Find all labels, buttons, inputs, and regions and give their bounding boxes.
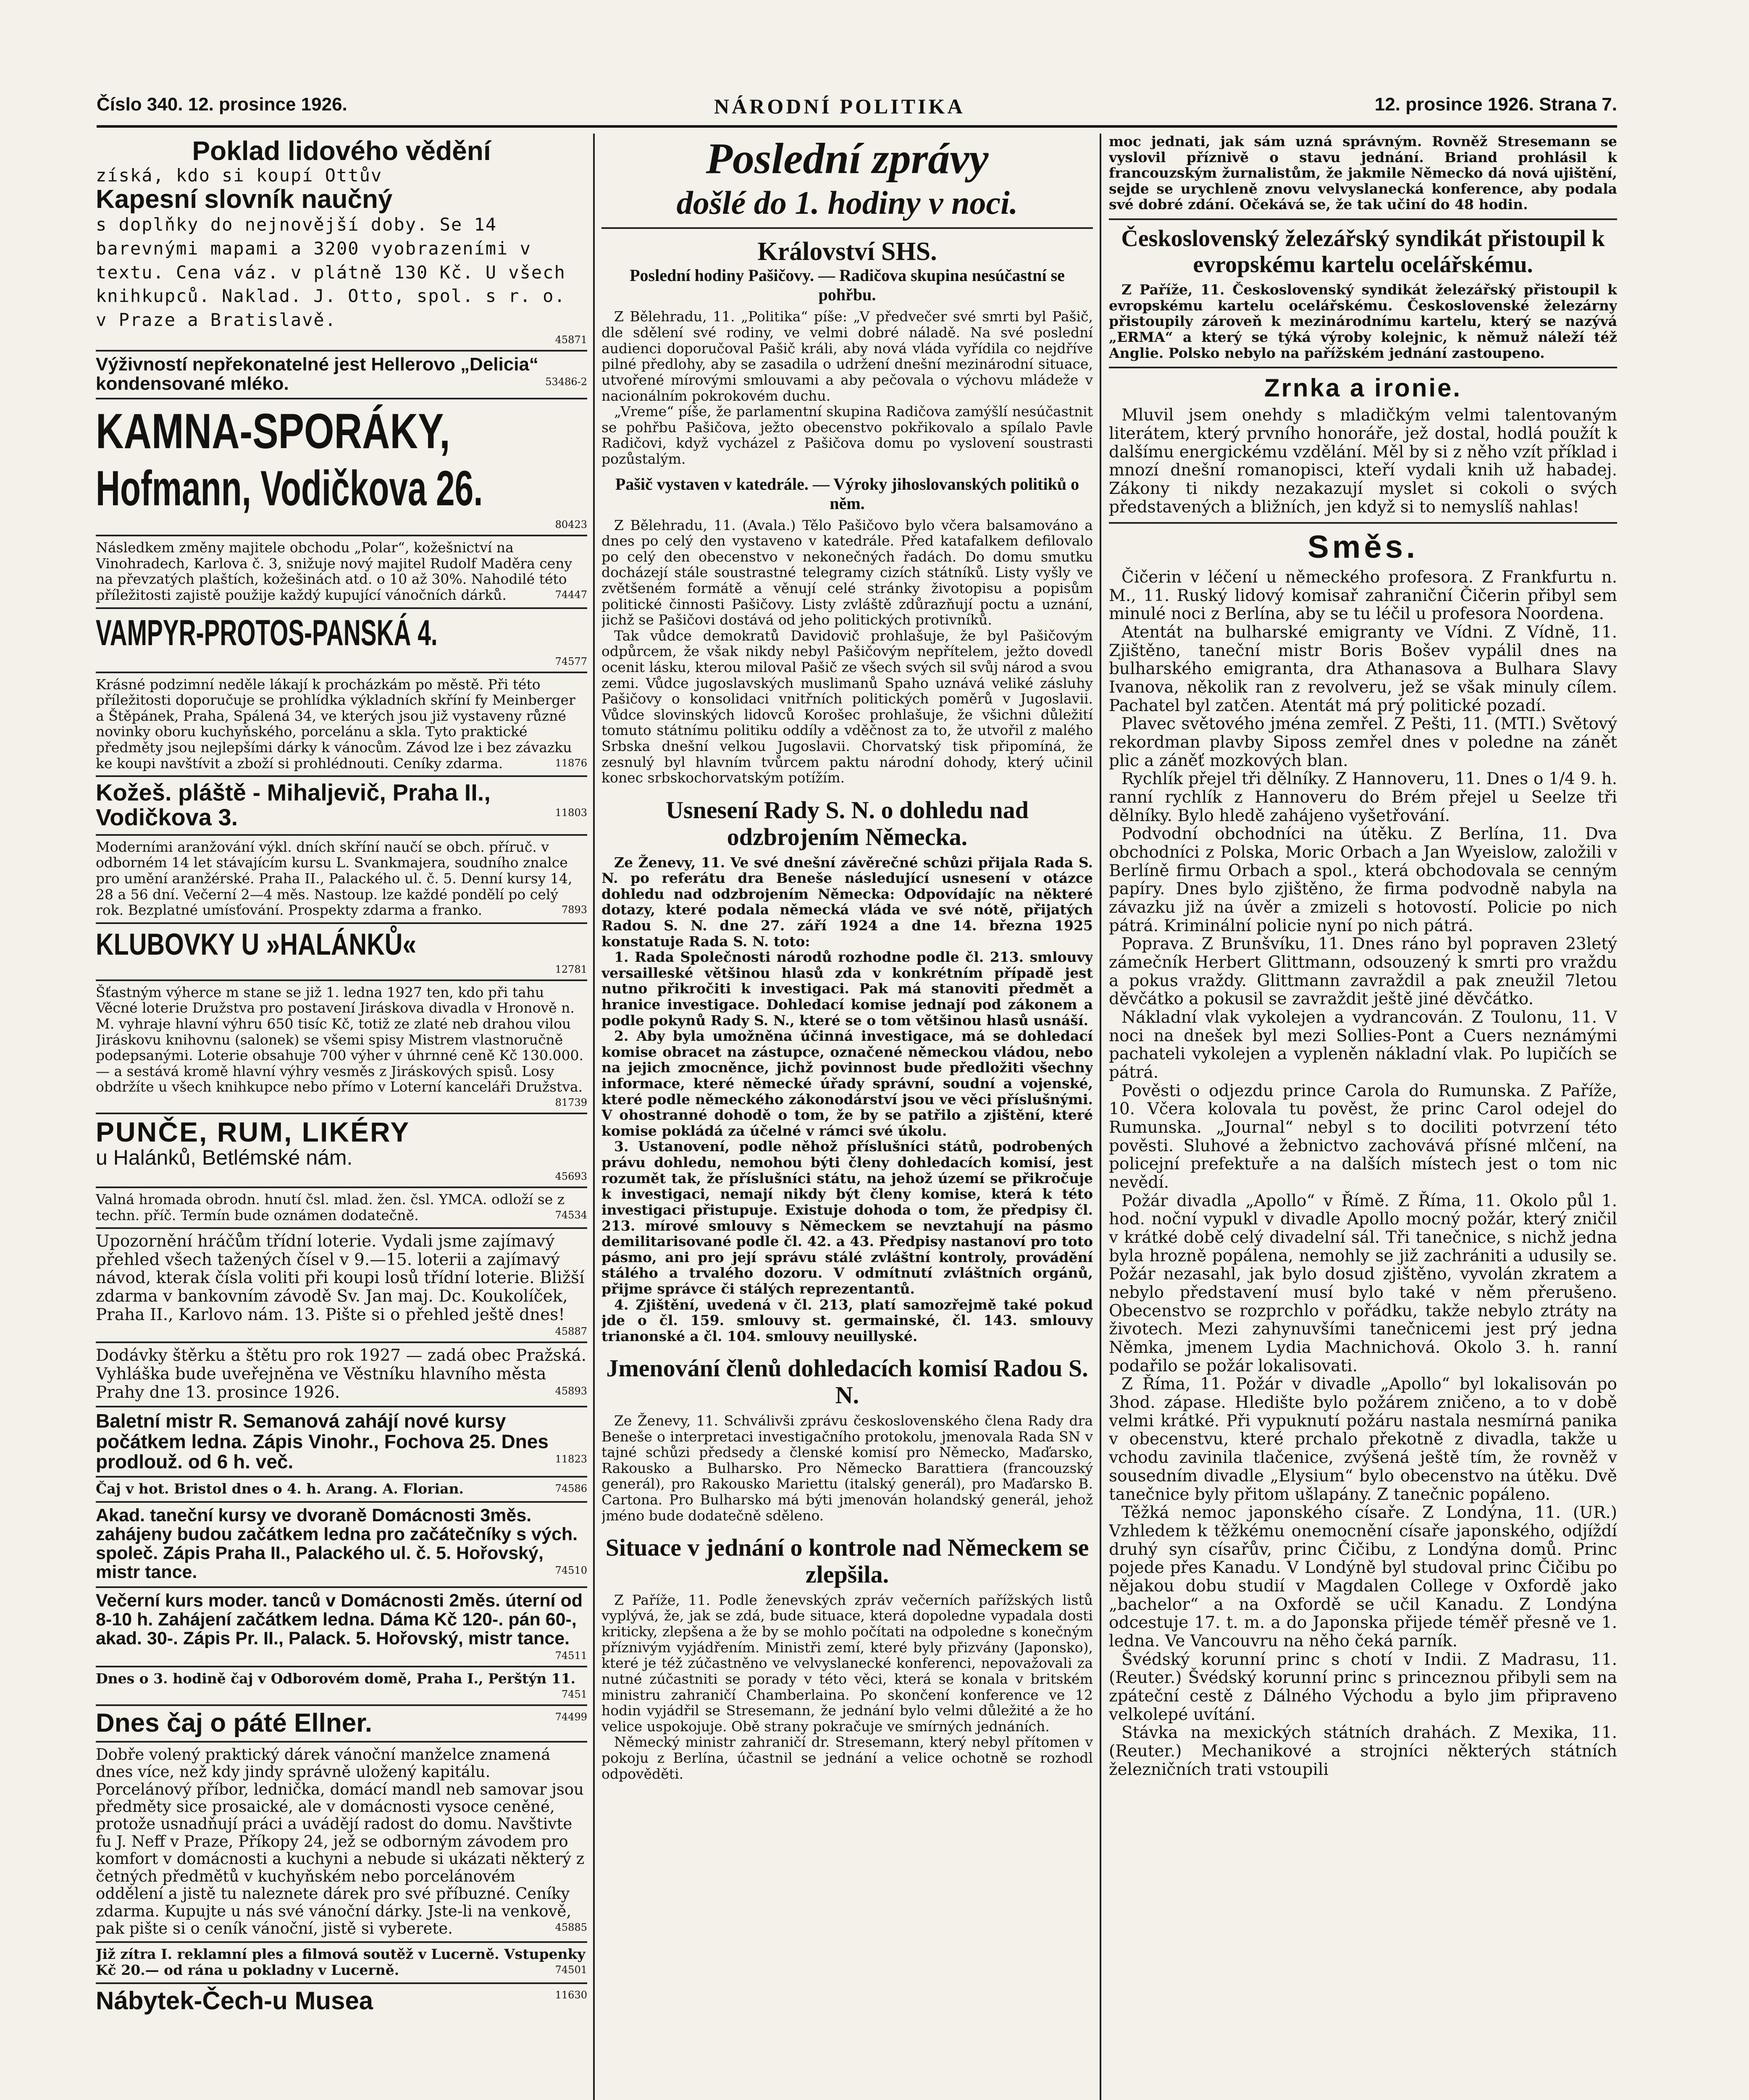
news-item: Stávka na mexických státních drahách. Z Mexika, 11. (Reuter.) Mechanikové a strojníci některých státních železničních trati vstoupili [1109, 1723, 1617, 1779]
ad-text: Akad. taneční kursy ve dvoraně Domácnosti 3měs. zahájeny budou začátkem ledna pro začátečníky s vých. společ. Zápis Praha II., Palackého ul. č. 5. Hořovský, mistr tance. [96, 1505, 578, 1583]
ad-text: získá, kdo si koupí Ottův [96, 165, 383, 186]
ad-text: Již zítra I. reklamní ples a filmová soutěž v Lucerně. Vstupenky Kč 20.— od rána u pokladny v Lucerně. [96, 1946, 586, 1979]
ad-text: Valná hromada obrodn. hnutí čsl. mlad. žen. čsl. YMCA. odloží se z techn. příč. Termín bude oznámen dodatečně. [96, 1191, 565, 1223]
ad-text: Baletní mistr R. Semanová zahájí nové kursy počátkem ledna. Zápis Vinohr., Fochova 25. Dnes prodlouž. od 6 h. več. [96, 1410, 549, 1473]
ad-title: VAMPYR-PROTOS-PANSKÁ 4. [96, 612, 438, 653]
article-paragraph: Z Bělehradu, 11. (Avala.) Tělo Pašičovo bylo včera balsamováno a dnes po celý den vystaveno v katedrále. Před katafalkem defilovalo po celý den obecenstvo v nekonečných řadách. Do domu smutku docházejí stále soustrastné telegramy cizích státníků. Listy vyšly ve zvětšeném formátě a věnují celé stránky životopisu a popisům politické činnosti Pašičovy. Listy zvláště zdůrazňují poctu a uznání, jichž se Pašičovi dostává od jeho politických protivníků. [601, 517, 1093, 628]
ad-number: 45885 [555, 1922, 587, 1934]
ad-evening-dance [96, 1588, 587, 1667]
ad-vampyr [96, 609, 587, 673]
ad-text: Čaj v hot. Bristol dnes o 4. h. Arang. A. Florian. [96, 1480, 464, 1497]
ad-number: 74499 [555, 1711, 587, 1723]
ad-window-dressing [96, 836, 587, 924]
ad-text: Večerní kurs moder. tanců v Domácnosti 2měs. úterní od 8-10 h. Zahájení začátkem ledna. Dáma Kč 120-. pán 60-, akad. 30-. Zápis Pr. II., Palack. 5. Hořovský, mistr tance. [96, 1590, 583, 1648]
ad-number: 45693 [555, 1170, 587, 1182]
column-miscellany [1109, 134, 1617, 2100]
article-paragraph: „Vreme“ píše, že parlamentní skupina Radičova zamýšlí nesúčastnit se pohřbu Pašičova, ježto obecenstvo pokřikovalo a spílalo Pavle Radičovi, když vycházel z Pašičova domu po vyslovení soustrasti pozůstalým. [601, 403, 1093, 467]
article-subheadline: Poslední hodiny Pašičovy. — Radičova skupina nesúčastní se pohřbu. [630, 266, 1065, 304]
article-paragraph: Z Paříže, 11. Podle ženevských zpráv večerních pařížských listů vyplývá, že, jak se zdá, bude situace, která dopoledne vypadala dosti kriticky, zlepšena a že by se mohlo počítati na odpoledne s konečným příznivým vyjádřením. Ministři zemí, které byly přizvány (Japonsko), které je též zúčastněno ve velvyslanecké konferenci, nepovažovali za nutné zúčastniti se porady v této věci, která se konala v britském ministru zahraničí Chamberlaina. Po skončení konference ve 12 hodin vyjádřil se Stresemann, že jednání bylo velmi důležité a že ho velice uspokojuje. Obě strany pokračuje ve smírných jednáních. [601, 1591, 1093, 1735]
ad-title: Poklad lidového vědění [192, 136, 491, 166]
ad-gravel-tender [96, 1343, 587, 1407]
ad-text: Dnes o 3. hodině čaj v Odborovém domě, Praha I., Perštýn 11. [96, 1670, 576, 1687]
ad-number: 74510 [555, 1564, 587, 1577]
ad-number: 80423 [555, 519, 587, 531]
ad-neff-gifts [96, 1743, 587, 1943]
news-item: Poprava. Z Brunšvíku, 11. Dnes ráno byl popraven 23letý zámečník Herbert Glittmann, odsouzený k smrti pro vraždu a pokus vraždy. Glittmann zavraždil a pak zneužil 7letou děvčátko a pokusil se zavraždit ještě jiné děvčátko. [1109, 934, 1617, 1009]
ad-title: Nábytek-Čech-u Musea [96, 1986, 373, 2015]
article-paragraph: Z Paříže, 11. Československý syndikát železářský přistoupil k evropskému kartelu ocelářskému. Československé železárny přistoupily zároveň k mezinárodnímu kartelu, který se nazývá „ERMA“ a který se týká výroby kolejnic, k němuž náleží též Anglie. Polsko nebylo na pařížském jednání zastoupeno. [1109, 281, 1617, 361]
ad-text: s doplňky do nejnovější doby. Se 14 barevnými mapami a 3200 vyobrazeními v textu. Cena váz. v plátně 130 Kč. U všech knihkupců. Naklad. J. Otto, spol. s r. o. v Praze a Bratislavě. [96, 214, 566, 331]
header-page-number: 12. prosince 1926. Strana 7. [1374, 94, 1617, 115]
ad-number: 45871 [555, 333, 587, 346]
page-header [97, 92, 1617, 128]
ad-number: 53486-2 [545, 375, 587, 388]
news-item: Podvodní obchodníci na útěku. Z Berlína, 11. Dva obchodníci z Polska, Moric Orbach a Jan Wyeislow, založili v Berlíně firmu Orbach a spol., která obchodovala se cenným papíry. Dnes bylo zjištěno, že firma podvodně nabyla na závazku již na úvěr a zmizeli s hotovostí. Policie po nich pátrá. Kriminální policie nyní po nich pátrá. [1109, 824, 1617, 935]
article-headline: Směs. [1308, 529, 1418, 565]
ad-ballet-semanova [96, 1407, 587, 1478]
ad-text: Upozornění hráčům třídní loterie. Vydali jsme zajímavý přehled všech tažených čísel v 9.—15. loterii a zajímavý návod, kterak čísla voliti při koupi losů třídní loterie. Bližší zdarma v bankovním závodě Sv. Jan maj. Dc. Koukolíček, Praha II., Karlovo nám. 13. Pište si o přehled ještě dnes! [96, 1232, 585, 1324]
ad-klubovky [96, 924, 587, 981]
ad-number: 11803 [555, 806, 587, 819]
ad-number: 11876 [555, 757, 587, 769]
article-paragraph: moc jednati, jak sám uzná správným. Rovněž Stresemann se vyslovil příznivě o stavu jednání. Briand prohlásil k francouzským žurnalistům, že jakmile Německo dá nová ujištění, sejde se urychleně znovu velvyslanecká konference, aby podala své dobré zdání. Očekává se, že tak učiní do 48 hodin. [1109, 134, 1617, 213]
ad-nabytek-cech [96, 1984, 587, 2018]
ad-number: 11823 [555, 1453, 587, 1465]
column-rule [1100, 134, 1101, 2100]
ad-lottery-notice [96, 1229, 587, 1343]
article-paragraph: Mluvil jsem onehdy s mladičkým velmi talentovaným literátem, který prvního honoráře, jež dostal, hodlá použít k dalšímu energickému vzdělání. Měl by si z něho vzít příklad i mnozí dnešní romanopisci, kteří vydali knih už habadej. Zákony ti nikdy nezakazují myslet si cokoli o svých představených a bližních, jen když si to nemyslíš nahlas! [1109, 406, 1617, 517]
news-item: Švédský korunní princ s chotí v Indii. Z Madrasu, 11. (Reuter.) Švédský korunní princ s princeznou přibyli sem na zpáteční cestě z Dálného Východu a bylo jim připraveno velkolepé uvítání. [1109, 1650, 1617, 1724]
news-item: Nákladní vlak vykolejen a vydrancován. Z Toulonu, 11. V noci na dnešek byl mezi Sollies-Pont a Cuers neznámými pachateli vykolejen a vypleněn nákladní vlak. Po lupičích se pátrá. [1109, 1008, 1617, 1082]
news-item: Čičerin v léčení u německého profesora. Z Frankfurtu n. M., 11. Ruský lidový komisař zahraniční Čičerin přibyl sem minulé noci z Berlína, aby se tu léčil u profesora Noordena. [1109, 567, 1617, 624]
ad-number: 7451 [561, 1688, 587, 1700]
article-paragraph: 3. Ustanovení, podle něhož příslušníci států, podrobených právu dohledu, nemohou býti členy dohledacích komisí, jest rozumět tak, že příslušníci státu, na jehož území se přikročuje k investigaci, nemají nikdy být členy komise, která k této investigaci přistupuje. Existuje dohoda o tom, že předpisy čl. 213. mírové smlouvy s Německem se nevztahují na pásmo demilitarisované podle čl. 42. a 43. Předpisy nastanoví pro toto pásmo, ani pro její správu stálé zvláštní kontroly, provádění stálého a trvalého dozoru. V odmítnutí zvláštních orgánů, přijme správce či stálých reprezentantů. [601, 1138, 1093, 1297]
ad-bristol-tea [96, 1478, 587, 1503]
section-title: Poslední zprávy [706, 134, 989, 183]
ad-number: 45887 [555, 1326, 587, 1338]
ad-meinberger [96, 673, 587, 777]
ad-number: 74447 [555, 588, 587, 601]
ad-punch-rum [96, 1114, 587, 1188]
ad-stoves-hofmann [96, 399, 587, 536]
column-ads [96, 134, 587, 2100]
ad-text: Výživností nepřekonatelné jest Hellerovo „Delicia“ kondensované mléko. [96, 354, 538, 394]
ad-title: Dnes čaj o páté Ellner. [96, 1708, 373, 1738]
article-headline: Království SHS. [757, 237, 937, 266]
article-headline: Jmenování členů dohledacích komisí Radou S. N. [606, 1354, 1088, 1409]
ad-otto-dictionary [96, 134, 587, 352]
ad-number: 74501 [555, 1964, 587, 1976]
article-paragraph: Ze Ženevy, 11. Schválivši zprávu československého člena Rady dra Beneše o interpretaci investigačního protokolu, jmenovala Rada SN v tajné schůzi předsedy a členské komisí pro Německo, Maďarsko, Rakousko a Bulharsko. Pro Německo Barattiera (francouzský generál), pro Rakousko Mariettu (italský generál), pro Maďarsko B. Cartona. Pro Bulharsko má býti jmenován holandský generál, jehož jméno bude dodatečně sděleno. [601, 1412, 1093, 1524]
ad-text: Krásné podzimní neděle lákají k procházkám po městě. Při této příležitosti doporučuje se prohlídka výkladních skříní fy Meinberger a Štěpánek, Praha, Spálená 34, ve kterých jsou již vystaveny různé novinky oboru kuchyňského, porcelánu a skla. Tyto praktické předměty jsou nejlepšími dárky k vánocům. Závod lze i bez závazku ke koupi navštívit a zboží si prohlédnouti. Ceníky zdarma. [96, 676, 575, 772]
ad-mihaljevic [96, 777, 587, 836]
column-latest-news [601, 134, 1093, 2100]
ad-title: PUNČE, RUM, LIKÉRY [96, 1116, 410, 1148]
header-masthead: NÁRODNÍ POLITIKA [714, 94, 965, 118]
article-subheadline: Pašič vystaven v katedrále. — Výroky jihoslovanských politiků o něm. [615, 474, 1079, 513]
news-item: Požár divadla „Apollo“ v Římě. Z Říma, 11. Okolo půl 1. hod. noční vypukl v divadle Apollo mocný požár, který zničil v krátké době celý divadelní sál. Tři tanečnice, s nichž jedna byla hrozně popálena, nemohly se již zachrániti a udusily se. Požár nezasahl, jak bylo dosud zjištěno, vyvolán zkratem a nebylo představení musí bylo také v něm přerušeno. Obecenstvo se rozprchlo v pořádku, takže nebylo ztráty na životech. Mezi zahynuvšími tanečnicemi jest prý jedna Němka, jmenem Lydia Machnichová. Okolo 3. h. ranní podařilo se požár lokalisovati. [1109, 1191, 1617, 1376]
ad-title: Kapesní slovník naučný [96, 185, 393, 214]
ad-ellner-tea [96, 1706, 587, 1743]
news-item: Pověsti o odjezdu prince Carola do Rumunska. Z Paříže, 10. Včera kolovala tu pověst, že princ Carol odejel do Rumunska. „Journal“ nebyl s to dociliti potvrzení této pověsti. Sluhové a žebnictvo zachovává přísné mlčení, na policejní prefektuře a na dalších místech jest o tom nic nevědí. [1109, 1081, 1617, 1192]
article-paragraph: 2. Aby byla umožněna účinná investigace, má se dohledací komise obracet na zástupce, označené německou vládou, nebo na jejich zmocněnce, jichž povinnost bude předložiti všechny informace, které německé úřady správní, soudní a vojenské, které podle německého zákonodárství jsou ve věci příslušnými. V ohostranné dohodě o tom, že by se patřilo a zjištění, které komise pokládá za účelné v rámci své úkolu. [601, 1028, 1093, 1139]
ad-number: 11630 [555, 1989, 587, 2001]
article-paragraph: 4. Zjištění, uvedená v čl. 213, platí samozřejmě také pokud jde o čl. 159. smlouvy st. germainské, čl. 143. smlouvy trianonské a čl. 104. smlouvy neuillyské. [601, 1296, 1093, 1344]
header-issue: Číslo 340. 12. prosince 1926. [97, 94, 347, 115]
article-headline: Zrnka a ironie. [1264, 374, 1462, 402]
ad-odborovy-dum [96, 1667, 587, 1706]
ad-dance-courses [96, 1503, 587, 1588]
ad-title: Hofmann, Vodičkova 26. [96, 461, 483, 517]
article-paragraph: Německý ministr zahraničí dr. Stresemann, který nebyl přítomen v pokoju z Berlína, účastnil se jednání a velice ochotně se rozhodl odpověděti. [601, 1734, 1093, 1782]
article-headline: Situace v jednání o kontrole nad Německem se zlepšila. [605, 1534, 1089, 1588]
column-rule [593, 134, 595, 2100]
ad-polar-furs [96, 536, 587, 609]
ad-text: u Halánků, Betlémské nám. [96, 1146, 353, 1170]
ad-text: Moderními aranžování výkl. dních skříní naučí se obch. příruč. v odborném 14 let stávajícím kursu L. Svankmajera, soudního znalce pro umění aranžérské. Praha II., Palackého ul. č. 5. Denní kursy 14, 28 a 56 dní. Večerní 2—4 měs. Nastoup. lze každé pondělí po celý rok. Bezplatné umísťování. Prospekty zdarma a franko. [96, 838, 572, 919]
ad-text: Dobře volený praktický dárek vánoční manželce znamená dnes více, než kdy jindy správně uložený kapitálu. Porcelánový příbor, lednička, domácí mandl neb samovar jsou předměty sice prosaické, ale v domácnosti vysoce ceněné, protože usnadňují práci a uvádějí radost do domu. Navštivte fu J. Neff v Praze, Příkopy 24, jež se odborným závodem pro komfort v domácnosti a kuchyni a nebude si ukázati některý z četných předmětů v kuchyňském nebo porcelánovém oddělení a jistě tu naleznete dárek pro své příbuzné. Ceníky zdarma. Kupujte u nás své vánoční dárky. Jste-li na venkově, pak pište si o ceník vánoční, jistě si vyberete. [96, 1745, 585, 1938]
ad-ymca [96, 1188, 587, 1229]
ad-lucerna-ball [96, 1943, 587, 1984]
section-subtitle: došlé do 1. hodiny v noci. [676, 184, 1018, 221]
news-item: Těžká nemoc japonského císaře. Z Londýna, 11. (UR.) Vzhledem k těžkému onemocnění císaře japonského, odjíždí druhý syn císařův, princ Čičibu, z Londýna domů. Princ pojede přes Kanadu. V Londýně byl studoval princ Čičibu po nějakou dobu studií v Magdalen College v Oxfordě jako „bachelor“ a na Oxfordě se učil Kanadu. Z Londýna odcestuje 17. t. m. a do Japonska přijede téměř přesně ve 1. ledna. Ve Vancouvru na něho čeká parník. [1109, 1503, 1617, 1651]
ad-number: 74511 [555, 1649, 587, 1662]
ad-title: Kožeš. pláště - Mihaljevič, Praha II., Vodičkova 3. [96, 779, 491, 830]
ad-number: 74534 [555, 1209, 587, 1221]
ad-title: KAMNA-SPORÁKY, [96, 404, 450, 459]
article-headline: Československý železářský syndikát přistoupil k evropskému kartelu ocelářskému. [1121, 226, 1605, 278]
ad-text: Dodávky štěrku a štětu pro rok 1927 — zadá obec Pražská. Vyhláška bude uveřejněna ve Věstníku hlavního města Prahy dne 13. prosince 1926. [96, 1346, 587, 1402]
article-paragraph: 1. Rada Společnosti národů rozhodne podle čl. 213. smlouvy versailleské většinou hlasů zda v konkrétním případě jest nutno přikročiti k investigaci. Pak má stanoviti předmět a hranice investigace. Dohledací komise jednají pod zákonem a podle pokynů Rady S. N., které se o tom většinou hlasů usnáší. [601, 949, 1093, 1029]
ad-jirasek-lottery [96, 981, 587, 1114]
ad-number: 74577 [555, 655, 587, 667]
ad-number: 12781 [555, 963, 587, 975]
ad-text: Šťastným výherce m stane se již 1. ledna 1927 ten, kdo při tahu Věcné loterie Družstva pro postavení Jiráskova divadla v Hronově n. M. vyhraje hlavní výhru 650 tisíc Kč, totiž ze zlaté neb drahou vilou Jiráskovu knihovnu (salonek) se všemi spisy Mistrem vlastnoručně podepsanými. Loterie obsahuje 700 výher v úhrnné ceně Kč 130.000.— a sestává kromě hlavní výhry vesměs z Jiráskových spisů. Losy obdržíte u všech knihkupce nebo přímo v Loterní kanceláři Družstva. [96, 984, 583, 1095]
news-item: Atentát na bulharské emigranty ve Vídni. Z Vídně, 11. Zjištěno, taneční mistr Boris Bošev vypálil dnes na bulharského emigranta, dra Athanasova a Bulhara Slavy Ivanova, několik ran z revolveru, jež se však minuly cílem. Pachatel byl zatčen. Atentát má prý politické pozadí. [1109, 622, 1617, 715]
ad-number: 45893 [555, 1385, 587, 1397]
ad-number: 81739 [555, 1097, 587, 1109]
ad-title: KLUBOVKY U »HALÁNKŮ« [96, 927, 417, 961]
ad-text: Následkem změny majitele obchodu „Polar“, kožešnictví na Vinohradech, Karlova č. 3, snižuje nový majitel Rudolf Maděra ceny na převzatých plaštích, kožešinách atd. o 10 až 30%. Nahodilé této příležitosti zajistě použije každý kupující vánočních dárků. [96, 539, 572, 603]
ad-delicia-milk [96, 352, 587, 399]
article-paragraph: Tak vůdce demokratů Davidovič prohlašuje, že byl Pašičovým odpůrcem, že však nikdy nebyl Pašičovým nepřítelem, ježto dovedl ocenit lásku, kterou miloval Pašič ze všech svých sil svůj národ a svou zemi. Vůdce jugoslavských muslimanů Spaho uznává veliké zásluhy Pašičovy o konsolidaci vnitřních politických poměrů v Jugoslavii. Vůdce slovinských lidovců Korošec prohlašuje, že všichni důležití tomuto státnímu politiku oddíly a vděčnost za to, že utvořil z malého Srbska dnešní velkou Jugoslavii. Chorvatský tisk připomíná, že zesnulý byl hlavním tvůrcem paktu národní dohody, který učinil konec srbskochorvatským potížím. [601, 627, 1093, 786]
news-item: Plavec světového jména zemřel. Z Pešti, 11. (MTI.) Světový rekordman plavby Siposs zemřel dnes v poledne na zánět plic a záněť mozkových blan. [1109, 714, 1617, 770]
article-paragraph: Z Bělehradu, 11. „Politika“ píše: „V předvečer své smrti byl Pašič, dle sdělení své rodiny, ve velmi dobré náladě. Na své poslední audienci doporučoval Pašič králi, aby nová vláda vyřídila co nejdříve pilné předlohy, aby se zasadila o udržení dnešní mezinárodní situace, utvořené mírovými smlouvami a aby pečovala o výchovu mládeže v nacionálním pokrokovém duchu. [601, 308, 1093, 404]
news-item: Rychlík přejel tři dělníky. Z Hannoveru, 11. Dnes o 1/4 9. h. ranní rychlík z Hannoveru do Brém přejel u Seelze tři dělníky. Bylo hledě zahájeno vyšetřování. [1109, 769, 1617, 825]
article-paragraph: Ze Ženevy, 11. Ve své dnešní závěrečné schůzi přijala Rada S. N. po referátu dra Beneše následující usnesení v otázce dohledu nad odzbrojením Německa: Odpovídajíc na některé dotazy, které podala německá vláda ve své nótě, přijatých Radou S. N. dne 27. září 1924 a dne 14. března 1925 konstatuje Rada S. N. toto: [601, 854, 1093, 950]
ad-number: 74586 [555, 1483, 587, 1495]
article-headline: Usnesení Rady S. N. o dohledu nad odzbrojením Německa. [666, 796, 1029, 850]
ad-number: 7893 [561, 904, 587, 916]
news-item: Z Říma, 11. Požár v divadle „Apollo“ byl lokalisován po 3hod. zápase. Hledište bylo požárem zničeno, a to v době velmi krátké. Při vypuknutí požáru nastala nesmírná panika v obecenstvu, které prchalo překotně z divadla, takže u vchodu zavinila tlačenice, zvýšená ještě tím, že rovněž v sousedním divadle „Elysium“ bylo obecenstvo na útěku. Dvě tanečnice byly přitom ušlapány. Z tanečnic popáleno. [1109, 1375, 1617, 1504]
